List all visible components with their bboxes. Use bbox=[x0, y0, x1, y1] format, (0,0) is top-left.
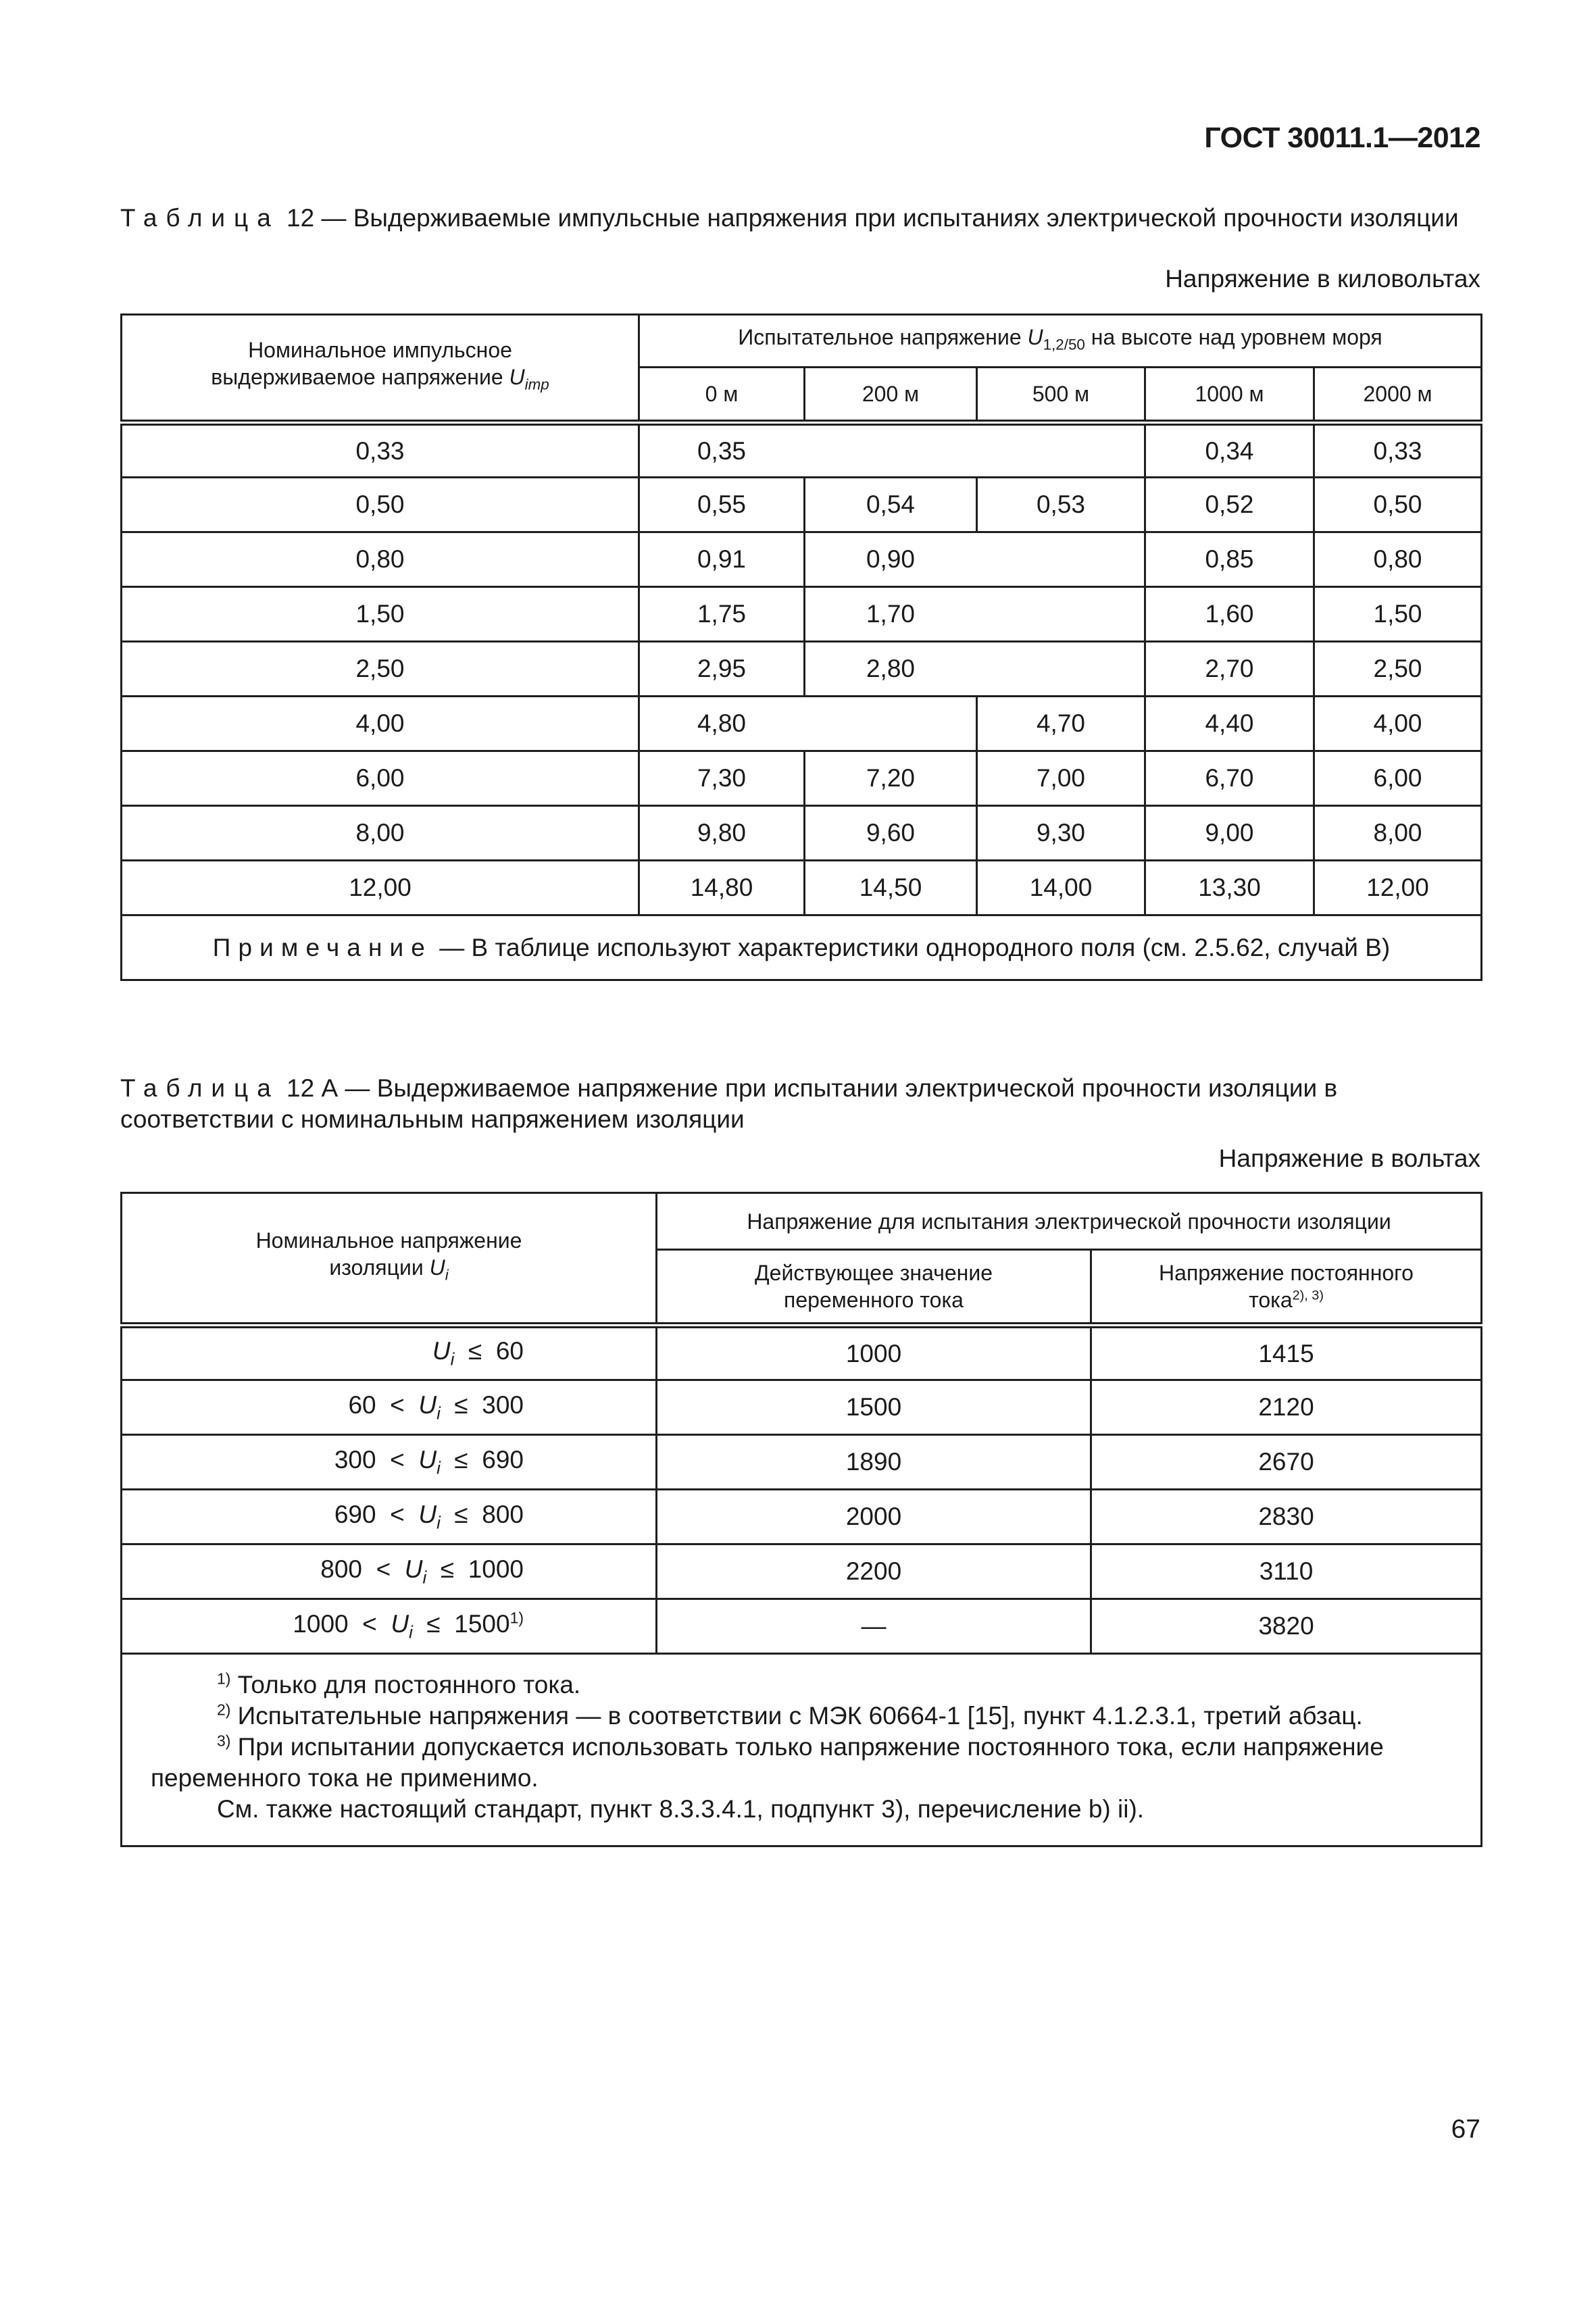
test-voltage-cell: 4,70 bbox=[977, 697, 1145, 751]
table12-altitude-header: 1000 м bbox=[1145, 368, 1314, 423]
test-voltage-cell: 2,70 bbox=[1145, 642, 1314, 697]
test-voltage-cell: 0,90 bbox=[805, 532, 977, 587]
table12-label: Таблица bbox=[120, 204, 280, 232]
table12-title: — Выдерживаемые импульсные напряжения при испытаниях электрической прочности изоляции bbox=[321, 204, 1459, 232]
table-row bbox=[122, 587, 1482, 642]
table12a-title: — Выдерживаемое напряжение при испытании электрической прочности изоляции в соответствии с номинальным напряжением изоляции bbox=[120, 1074, 1338, 1133]
test-voltage-cell: 4,40 bbox=[1145, 697, 1314, 751]
table-row bbox=[122, 1326, 1482, 1380]
table-row bbox=[122, 1599, 1482, 1654]
voltage-range-cell: $300 < U_i \le 690$ bbox=[122, 1435, 657, 1490]
table12-altitude-header: 2000 м bbox=[1314, 368, 1482, 423]
test-voltage-cell: 14,50 bbox=[805, 861, 977, 915]
test-voltage-cell bbox=[805, 697, 977, 751]
test-voltage-cell bbox=[977, 423, 1145, 478]
test-voltage-cell: 0,52 bbox=[1145, 478, 1314, 532]
test-voltage-cell: 0,55 bbox=[639, 478, 805, 532]
test-voltage-cell: 7,20 bbox=[805, 751, 977, 806]
ac-voltage-cell: 1890 bbox=[657, 1435, 1091, 1490]
footnote: См. также настоящий стандарт, пункт 8.3.3.4.1, подпункт 3), перечисление b) ii). bbox=[217, 1795, 1145, 1823]
table12a-ac-header: Действующее значение переменного тока bbox=[657, 1250, 1091, 1326]
table12a-dc-header: Напряжение постоянного тока$^{2), 3)}$ bbox=[1091, 1250, 1482, 1326]
test-voltage-cell: 0,53 bbox=[977, 478, 1145, 532]
table12 bbox=[120, 313, 1482, 981]
nominal-voltage-cell: 0,50 bbox=[122, 478, 639, 532]
table-row bbox=[122, 1490, 1482, 1544]
voltage-range-cell: $60 < U_i \le 300$ bbox=[122, 1380, 657, 1435]
test-voltage-cell: 4,80 bbox=[639, 697, 805, 751]
test-voltage-cell bbox=[977, 532, 1145, 587]
table-row bbox=[122, 1544, 1482, 1599]
table12-caption bbox=[120, 203, 1480, 234]
table-row bbox=[122, 1380, 1482, 1435]
page-number: 67 bbox=[1451, 2115, 1480, 2144]
table12-note: Примечание — В таблице используют характеристики однородного поля (см. 2.5.62, случай В) bbox=[122, 915, 1482, 980]
table12-unit: Напряжение в киловольтах bbox=[1165, 265, 1480, 293]
test-voltage-cell: 0,85 bbox=[1145, 532, 1314, 587]
footnote: $^{1)}$ Только для постоянного тока. bbox=[217, 1669, 581, 1699]
nominal-voltage-cell: 12,00 bbox=[122, 861, 639, 915]
table12a-col1-header: Номинальное напряжение изоляции $U_i$ bbox=[122, 1193, 657, 1326]
test-voltage-cell: 0,91 bbox=[639, 532, 805, 587]
test-voltage-cell: 0,50 bbox=[1314, 478, 1482, 532]
table-row bbox=[122, 423, 1482, 478]
dc-voltage-cell: 2120 bbox=[1091, 1380, 1482, 1435]
nominal-voltage-cell: 0,33 bbox=[122, 423, 639, 478]
voltage-range-cell: $690 < U_i \le 800$ bbox=[122, 1490, 657, 1544]
footnote: $^{2)}$ Испытательные напряжения — в соответствии с МЭК 60664-1 [15], пункт 4.1.2.3.1, третий абзац. bbox=[217, 1701, 1363, 1730]
dc-voltage-cell: 3820 bbox=[1091, 1599, 1482, 1654]
test-voltage-cell: 1,75 bbox=[639, 587, 805, 642]
dc-voltage-cell: 1415 bbox=[1091, 1326, 1482, 1380]
test-voltage-cell: 12,00 bbox=[1314, 861, 1482, 915]
test-voltage-cell: 0,80 bbox=[1314, 532, 1482, 587]
table12a-unit: Напряжение в вольтах bbox=[1218, 1145, 1480, 1172]
test-voltage-cell: 2,95 bbox=[639, 642, 805, 697]
test-voltage-cell bbox=[977, 587, 1145, 642]
dc-voltage-cell: 3110 bbox=[1091, 1544, 1482, 1599]
test-voltage-cell: 6,00 bbox=[1314, 751, 1482, 806]
test-voltage-cell: 0,33 bbox=[1314, 423, 1482, 478]
table-row bbox=[122, 1435, 1482, 1490]
table12-group-header: Испытательное напряжение $U_{1,2/50}$ на высоте над уровнем моря bbox=[639, 315, 1482, 368]
test-voltage-cell: 9,30 bbox=[977, 806, 1145, 861]
ac-voltage-cell: 2200 bbox=[657, 1544, 1091, 1599]
test-voltage-cell: 9,80 bbox=[639, 806, 805, 861]
test-voltage-cell: 13,30 bbox=[1145, 861, 1314, 915]
table12-altitude-header: 0 м bbox=[639, 368, 805, 423]
test-voltage-cell: 0,54 bbox=[805, 478, 977, 532]
test-voltage-cell: 14,80 bbox=[639, 861, 805, 915]
nominal-voltage-cell: 2,50 bbox=[122, 642, 639, 697]
table-row bbox=[122, 861, 1482, 915]
test-voltage-cell: 2,80 bbox=[805, 642, 977, 697]
voltage-range-cell: $1000 < U_i \le 1500^{1)}$ bbox=[122, 1599, 657, 1654]
ac-voltage-cell: 2000 bbox=[657, 1490, 1091, 1544]
test-voltage-cell: 7,30 bbox=[639, 751, 805, 806]
table-row bbox=[122, 697, 1482, 751]
test-voltage-cell: 7,00 bbox=[977, 751, 1145, 806]
table12-altitude-header: 500 м bbox=[977, 368, 1145, 423]
test-voltage-cell: 0,35 bbox=[639, 423, 805, 478]
dc-voltage-cell: 2670 bbox=[1091, 1435, 1482, 1490]
test-voltage-cell: 1,50 bbox=[1314, 587, 1482, 642]
test-voltage-cell: 0,34 bbox=[1145, 423, 1314, 478]
test-voltage-cell bbox=[805, 423, 977, 478]
document-header: ГОСТ 30011.1—2012 bbox=[1204, 122, 1480, 154]
table-row bbox=[122, 478, 1482, 532]
nominal-voltage-cell: 6,00 bbox=[122, 751, 639, 806]
test-voltage-cell: 14,00 bbox=[977, 861, 1145, 915]
nominal-voltage-cell: 0,80 bbox=[122, 532, 639, 587]
test-voltage-cell: 1,70 bbox=[805, 587, 977, 642]
test-voltage-cell: 4,00 bbox=[1314, 697, 1482, 751]
table12a-label: Таблица bbox=[120, 1074, 280, 1102]
ac-voltage-cell: 1000 bbox=[657, 1326, 1091, 1380]
test-voltage-cell: 9,60 bbox=[805, 806, 977, 861]
test-voltage-cell: 9,00 bbox=[1145, 806, 1314, 861]
table-row bbox=[122, 806, 1482, 861]
test-voltage-cell: 6,70 bbox=[1145, 751, 1314, 806]
test-voltage-cell: 2,50 bbox=[1314, 642, 1482, 697]
table-row bbox=[122, 751, 1482, 806]
table12-altitude-header: 200 м bbox=[805, 368, 977, 423]
ac-voltage-cell: 1500 bbox=[657, 1380, 1091, 1435]
nominal-voltage-cell: 1,50 bbox=[122, 587, 639, 642]
footnote: $^{3)}$ При испытании допускается использовать только напряжение постоянного тока, если напряжение переменного тока не применимо. bbox=[151, 1732, 1384, 1792]
voltage-range-cell: $800 < U_i \le 1000$ bbox=[122, 1544, 657, 1599]
voltage-range-cell: $U_i \le 60$ bbox=[122, 1326, 657, 1380]
table12a-footnotes bbox=[122, 1654, 1482, 1846]
test-voltage-cell: 8,00 bbox=[1314, 806, 1482, 861]
test-voltage-cell: 1,60 bbox=[1145, 587, 1314, 642]
nominal-voltage-cell: 4,00 bbox=[122, 697, 639, 751]
table12-number: 12 bbox=[286, 204, 315, 232]
table12a-group-header: Напряжение для испытания электрической прочности изоляции bbox=[657, 1193, 1482, 1250]
table12a bbox=[120, 1192, 1482, 1847]
table-row bbox=[122, 532, 1482, 587]
nominal-voltage-cell: 8,00 bbox=[122, 806, 639, 861]
table12-col1-header: Номинальное импульсное выдерживаемое напряжение $U_{imp}$ bbox=[122, 315, 639, 423]
dc-voltage-cell: 2830 bbox=[1091, 1490, 1482, 1544]
table-row bbox=[122, 642, 1482, 697]
table12a-caption bbox=[120, 1073, 1480, 1135]
ac-voltage-cell: — bbox=[657, 1599, 1091, 1654]
table12a-number: 12 А bbox=[286, 1074, 339, 1102]
test-voltage-cell bbox=[977, 642, 1145, 697]
